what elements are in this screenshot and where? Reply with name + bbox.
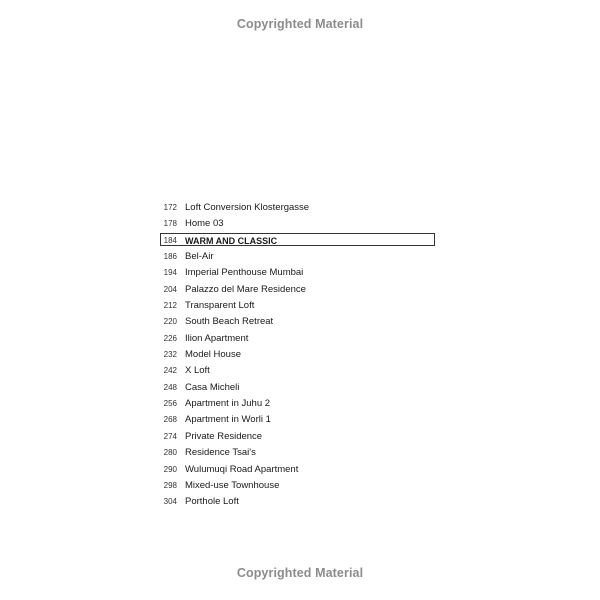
toc-page-number: 268 — [163, 415, 177, 425]
toc-title: Palazzo del Mare Residence — [185, 283, 306, 295]
toc-entry — [158, 298, 440, 314]
watermark-top: Copyrighted Material — [236, 17, 364, 31]
toc-page-number: 248 — [163, 382, 177, 392]
toc-entry — [158, 314, 440, 330]
toc-entry — [158, 216, 440, 232]
toc-page-number: 194 — [163, 268, 177, 278]
toc-entry — [158, 396, 440, 412]
watermark-bottom: Copyrighted Material — [236, 566, 364, 580]
toc-title: Apartment in Worli 1 — [185, 414, 271, 426]
toc-title: Residence Tsai's — [185, 447, 256, 459]
toc-entry — [158, 249, 440, 265]
toc-entry — [158, 380, 440, 396]
toc-entry — [158, 265, 440, 281]
toc-entry — [158, 282, 440, 298]
toc-title: Imperial Penthouse Mumbai — [185, 267, 304, 279]
toc-page-number: 226 — [163, 333, 177, 343]
toc-page-number: 186 — [163, 252, 177, 262]
toc-entry — [158, 347, 440, 363]
toc-page-number: 298 — [163, 480, 177, 490]
toc-title: Loft Conversion Klostergasse — [185, 202, 310, 213]
toc-page-number: 232 — [163, 350, 177, 360]
toc-page-number: 212 — [163, 301, 177, 311]
toc-page-number: 204 — [163, 284, 177, 294]
table-of-contents — [158, 200, 440, 511]
toc-entry — [158, 429, 440, 445]
toc-title: Casa Micheli — [185, 381, 240, 393]
toc-entry — [158, 412, 440, 428]
toc-page-number: 274 — [163, 431, 177, 441]
toc-entry — [158, 478, 440, 494]
toc-title: Home 03 — [185, 218, 224, 230]
toc-title: WARM AND CLASSIC — [185, 235, 278, 246]
toc-page-number: 256 — [163, 399, 177, 409]
toc-entry — [158, 200, 440, 216]
toc-page-number: 178 — [163, 219, 177, 229]
toc-page-number: 172 — [163, 203, 177, 212]
toc-entry — [158, 331, 440, 347]
toc-entry — [158, 445, 440, 461]
toc-title: Private Residence — [185, 430, 263, 442]
toc-page-number: 280 — [163, 448, 177, 458]
toc-page-number: 304 — [163, 497, 177, 507]
toc-title: South Beach Retreat — [185, 316, 274, 328]
toc-section-heading — [158, 233, 440, 249]
toc-title: Mixed-use Townhouse — [185, 479, 280, 491]
toc-title: Porthole Loft — [185, 496, 239, 508]
toc-title: Ilion Apartment — [185, 332, 249, 344]
toc-page-number: 290 — [163, 464, 177, 474]
toc-page-number: 184 — [163, 235, 177, 245]
toc-entry — [158, 494, 440, 510]
toc-title: Wulumuqi Road Apartment — [185, 463, 299, 475]
toc-title: X Loft — [185, 365, 210, 377]
toc-title: Model House — [185, 349, 241, 361]
toc-page-number: 242 — [163, 366, 177, 376]
toc-title: Apartment in Juhu 2 — [185, 398, 271, 410]
toc-title: Transparent Loft — [185, 300, 255, 312]
toc-entry — [158, 363, 440, 379]
toc-entry — [158, 462, 440, 478]
toc-page-number: 220 — [163, 317, 177, 327]
toc-title: Bel-Air — [185, 251, 214, 263]
